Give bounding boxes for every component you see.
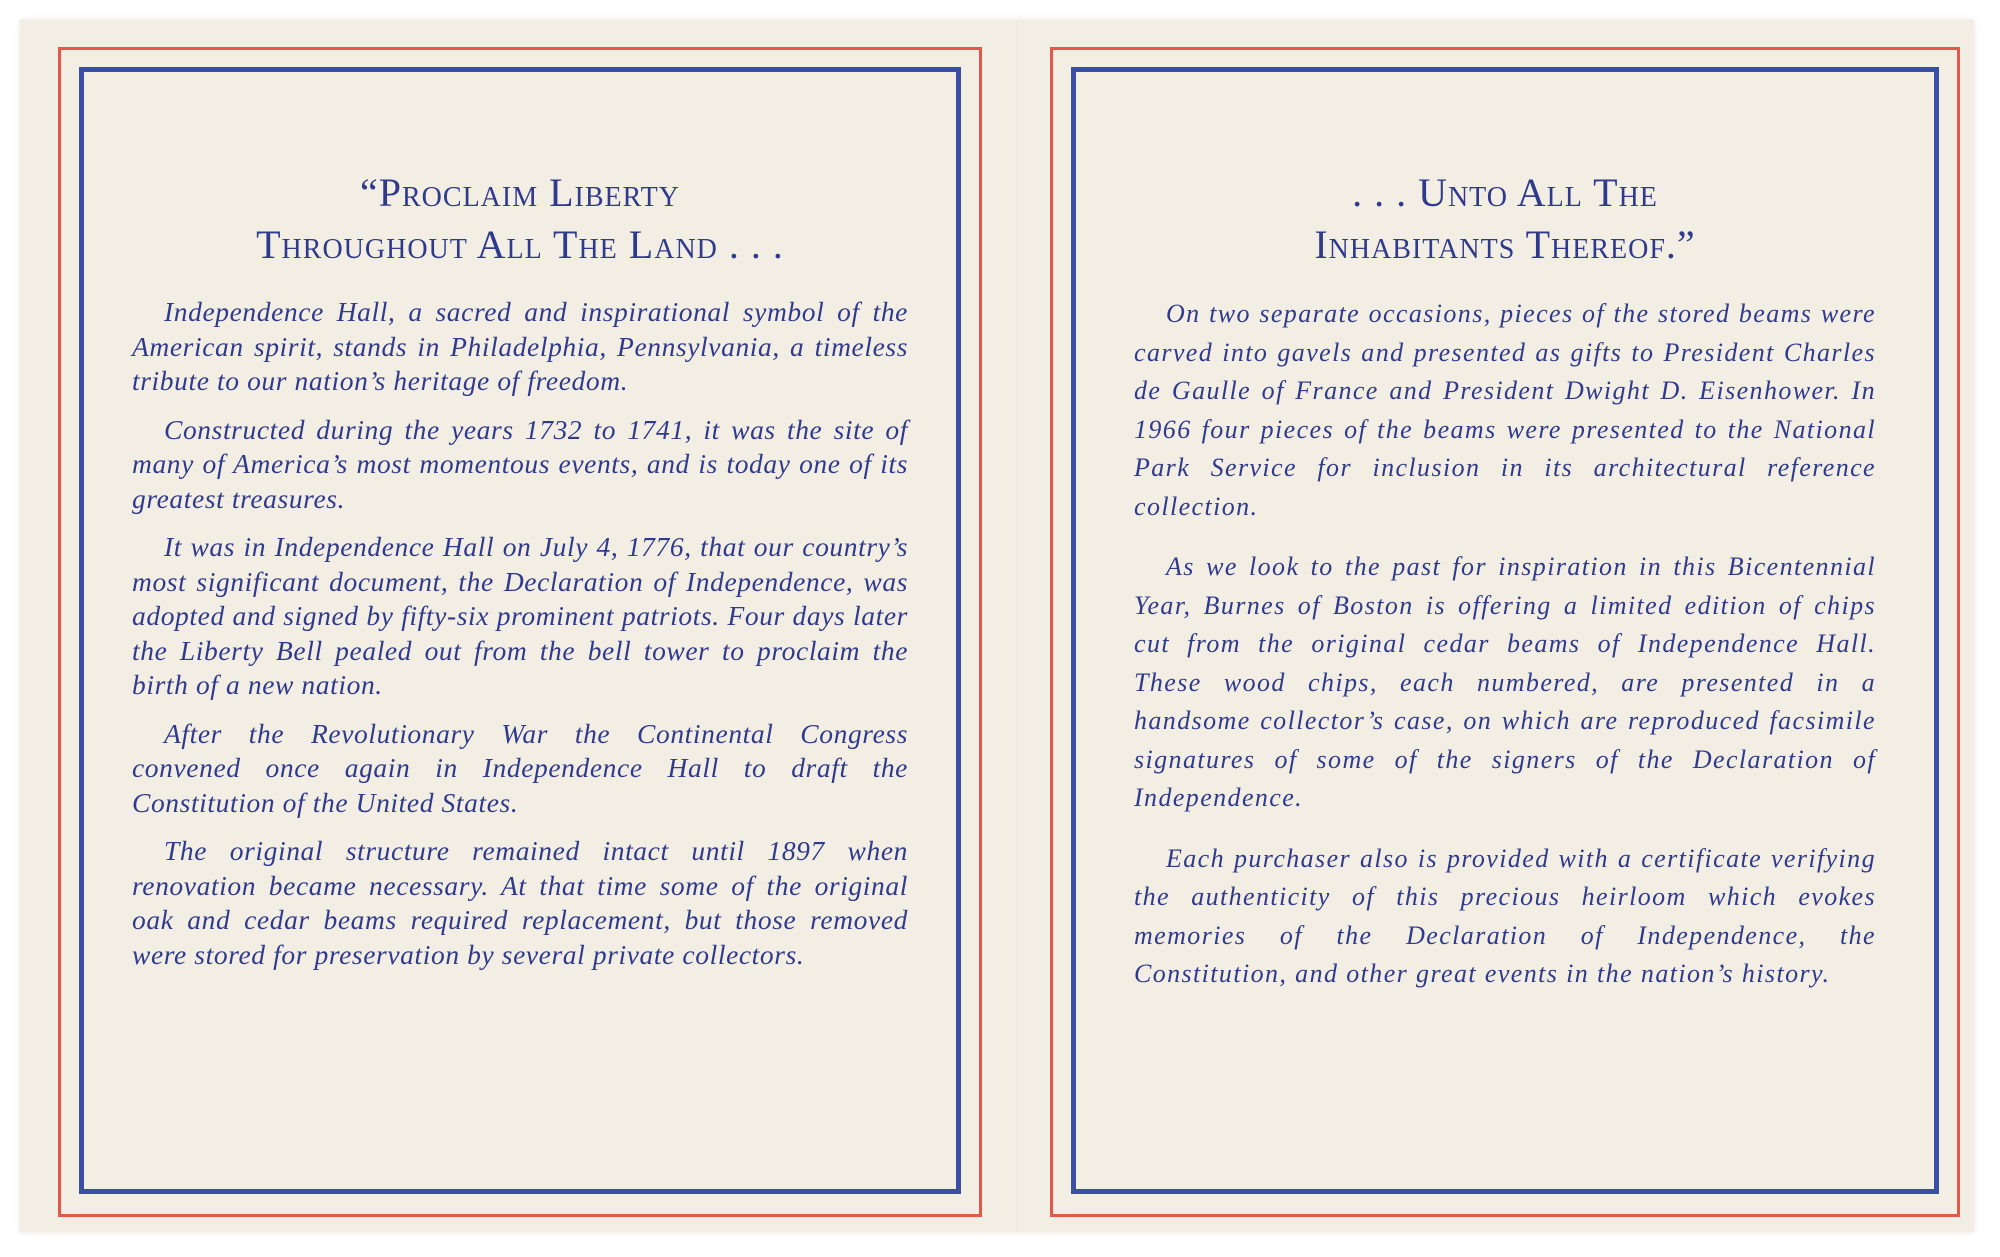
left-panel-content xyxy=(132,167,908,986)
right-paragraph-1: On two separate occasions, pieces of the stored beams were carved into gavels and presented as gifts to President Charles de Gaulle of France and President Dwight D. Eisenhower. In 1966 four pieces of the beams were presented to the National Park Service for inclusion in its architectural reference collection. xyxy=(1134,299,1876,521)
left-title-line-2: Throughout All The Land . . . xyxy=(256,222,784,267)
center-fold xyxy=(1017,20,1019,1232)
right-paragraph-2: As we look to the past for inspiration in this Bicentennial Year, Burnes of Boston is offering a limited edition of chips cut from the original cedar beams of Independence Hall. These wood chips, each numbered, are presented in a handsome collector’s case, on which are reproduced facsimile signatures of some of the signers of the Declaration of Independence. xyxy=(1134,552,1876,812)
right-panel-title xyxy=(1134,167,1876,271)
left-title-line-1: “Proclaim Liberty xyxy=(360,170,680,215)
right-paragraph-3: Each purchaser also is provided with a certificate verifying the authenticity of this precious heirloom which evokes memories of the Declaration of Independence, the Constitution, and other great events in the nation’s history. xyxy=(1134,843,1876,988)
right-panel-content xyxy=(1134,167,1876,1016)
left-paragraph-2: Constructed during the years 1732 to 1741, it was the site of many of America’s most momentous events, and is today one of its greatest treasures. xyxy=(132,413,908,514)
left-paragraph-1: Independence Hall, a sacred and inspirational symbol of the American spirit, stands in Philadelphia, Pennsylvania, a timeless tribute to our nation’s heritage of freedom. xyxy=(132,296,908,396)
right-title-line-2: Inhabitants Thereof.” xyxy=(1314,222,1696,267)
right-title-line-1: . . . Unto All The xyxy=(1352,170,1658,215)
left-paragraph-5: The original structure remained intact until 1897 when renovation became necessary. At that time some of the original oak and cedar beams required replacement, but those removed were stored for preservation by several private collectors. xyxy=(132,835,908,970)
left-paragraph-4: After the Revolutionary War the Continental Congress convened once again in Independence Hall to draft the Constitution of the United States. xyxy=(132,717,908,818)
right-panel xyxy=(1050,47,1960,1217)
left-panel-title xyxy=(132,167,908,271)
left-paragraph-3: It was in Independence Hall on July 4, 1776, that our country’s most significant document, the Declaration of Independence, was adopted and signed by fifty-six prominent patriots. Four days later the Liberty Bell pealed out from the bell tower to proclaim the birth of a new nation. xyxy=(132,531,908,700)
left-panel xyxy=(58,47,982,1217)
